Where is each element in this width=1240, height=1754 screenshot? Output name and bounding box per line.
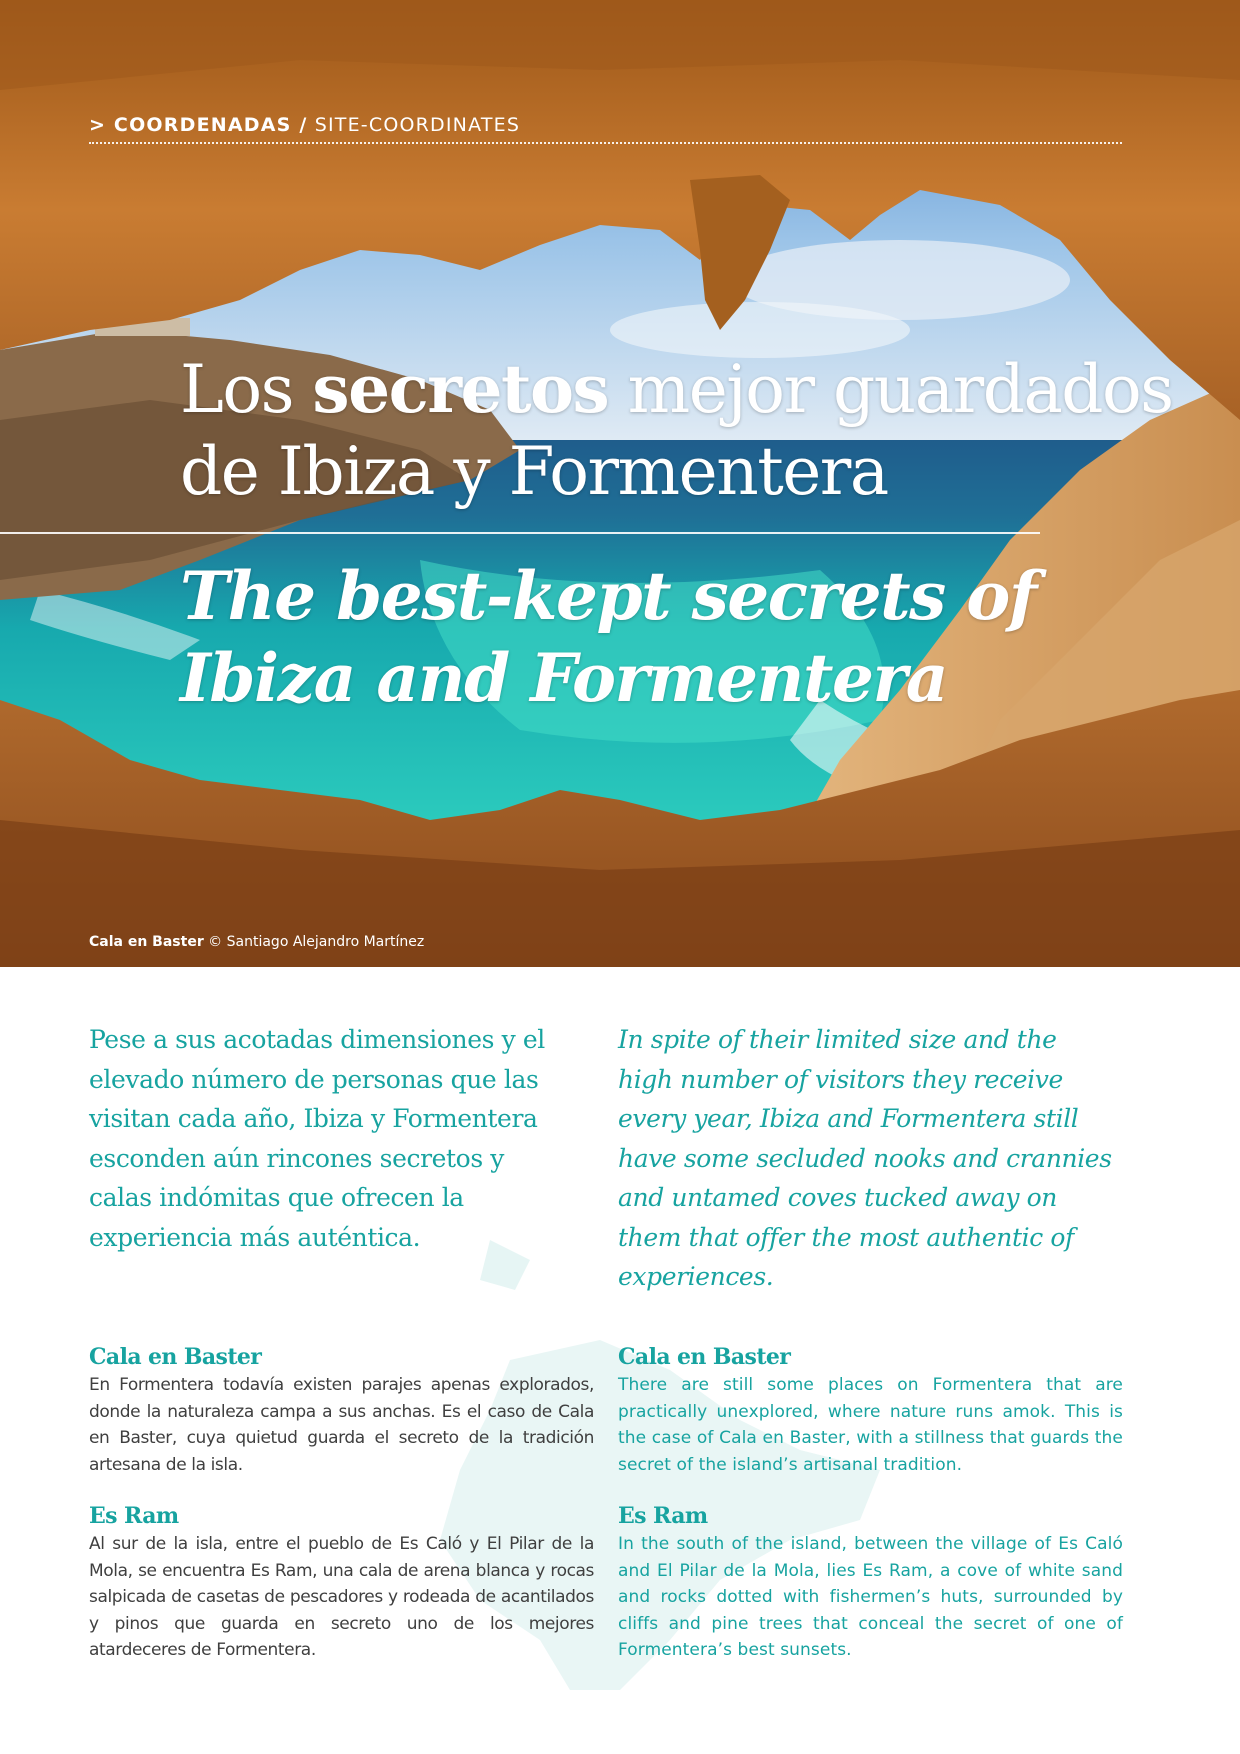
column-spanish — [89, 1342, 594, 1687]
title-english — [180, 555, 1180, 719]
section-es-es-ram — [89, 1501, 594, 1664]
photo-credit-place: Cala en Baster — [89, 934, 204, 950]
section-text: En Formentera todavía existen parajes apenas explorados, donde la naturaleza campa a sus anchas. Es el caso de Cala en Baster, cuya quietud guarda el secreto de la tradición artesana de la isla. — [89, 1375, 594, 1475]
section-en-es-ram — [618, 1501, 1123, 1664]
section-heading: Es Ram — [618, 1503, 708, 1529]
section-text: There are still some places on Formentera that are practically unexplored, where nature runs amok. This is the case of Cala en Baster, with a stillness that guards the secret of the island’s artisanal tradition. — [618, 1375, 1123, 1475]
hero-divider — [0, 532, 1040, 534]
section-heading: Cala en Baster — [89, 1344, 262, 1370]
section-heading: Cala en Baster — [618, 1344, 791, 1370]
section-heading: Es Ram — [89, 1503, 179, 1529]
title-spanish — [180, 348, 1180, 513]
section-es-cala-en-baster — [89, 1342, 594, 1478]
intro-spanish: Pese a sus acotadas dimensiones y el elevado número de personas que las visitan cada año, Ibiza y Formentera esconden aún rincones secretos y calas indómitas que ofrecen la experiencia más auténtica. — [89, 1025, 545, 1252]
section-tag-primary: > COORDENADAS / — [89, 114, 308, 136]
title-es-bold: secretos — [312, 350, 609, 428]
photo-credit-author: © Santiago Alejandro Martínez — [203, 934, 425, 950]
section-text: Al sur de la isla, entre el pueblo de Es Caló y El Pilar de la Mola, se encuentra Es Ram, una cala de arena blanca y rocas salpicada de casetas de pescadores y rodeada de acantilados y pinos que guarda en secreto uno de los mejores atardeceres de Formentera. — [89, 1534, 594, 1660]
title-en-bold: secrets — [691, 557, 945, 635]
title-en-part2: of Ibiza and Formentera — [180, 557, 1036, 717]
section-en-cala-en-baster — [618, 1342, 1123, 1478]
section-text: In the south of the island, between the village of Es Caló and El Pilar de la Mola, lies Es Ram, a cove of white sand and rocks dotted with fishermen’s huts, surrounded by cliffs and pine trees that conceal the secret of one of Formentera’s best sunsets. — [618, 1534, 1123, 1660]
title-es-part1: Los — [180, 351, 313, 428]
title-es-part2: mejor guardados de Ibiza y Formentera — [180, 351, 1173, 510]
section-tag-secondary: SITE-COORDINATES — [314, 114, 521, 136]
title-en-part1: The best-kept — [180, 557, 692, 635]
photo-credit — [89, 934, 424, 950]
section-tag — [89, 114, 1122, 144]
column-english — [618, 1342, 1123, 1687]
intro-english: In spite of their limited size and the high number of visitors they receive every year, Ibiza and Formentera still have some secluded nooks and crannies and untamed coves tucked away on them that offer the most authentic of experiences. — [618, 1025, 1112, 1291]
